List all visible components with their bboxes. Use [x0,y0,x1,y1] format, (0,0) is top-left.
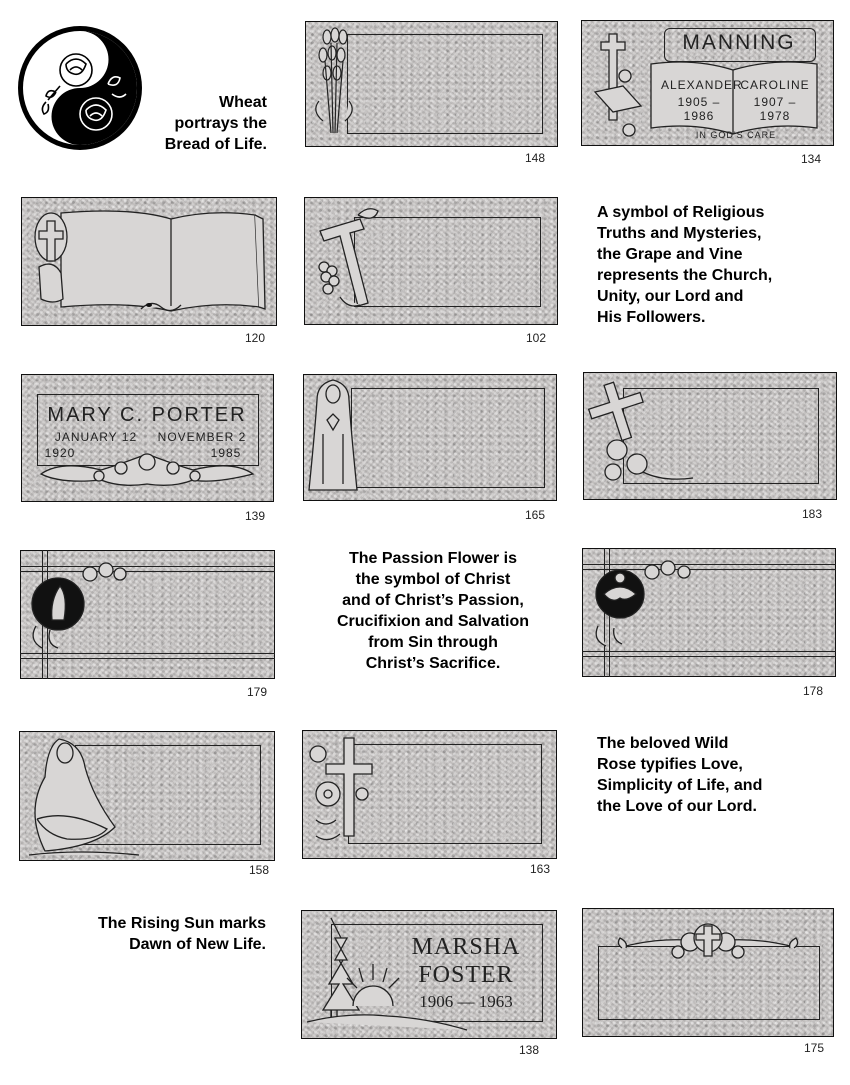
left-name: ALEXANDER [661,78,743,92]
family-name: MANNING [682,31,796,54]
marker-card-175[interactable] [582,908,834,1058]
praying-hands-cross-icon [21,197,277,326]
marker-number: 183 [802,507,823,521]
marker-number: 165 [525,508,546,522]
marker-card-120[interactable] [21,197,277,347]
madonna-icon [303,374,363,501]
dove-medallion-icon [582,548,712,677]
grape-cross-icon [304,197,394,325]
wheat-icon [305,21,365,147]
marker-number: 139 [245,509,266,523]
marker-card-158[interactable] [19,731,275,879]
floral-scroll-icon [21,374,274,502]
marker-card-102[interactable] [304,197,558,347]
marker-number: 120 [245,331,266,345]
caption-grape-vine: A symbol of Religious Truths and Mysteries, the Grape and Vine represents the Church, Unity, our Lord and His Followers. [597,204,773,326]
caption-wild-rose: The beloved Wild Rose typifies Love, Simplicity of Life, and the Love of our Lord. [597,735,763,815]
birth-date: JANUARY 12 [54,430,138,444]
marker-card-138[interactable] [301,910,557,1060]
marker-card-178[interactable] [582,548,836,700]
right-name: CAROLINE [740,78,810,92]
decedent-name: MARY C. PORTER [47,404,247,426]
death-year: 1985 [210,446,242,460]
cross-roses-icon [583,372,703,500]
marker-number: 134 [801,152,822,166]
birth-year: 1920 [44,446,76,460]
right-dates: 1907 – 1978 [753,95,797,123]
cross-flower-spray-icon [582,908,834,1037]
marker-number: 179 [247,685,268,699]
life-dates: 1906 — 1963 [419,992,513,1011]
praying-hands-medallion-icon [20,550,140,679]
yin-yang-roses-logo [16,24,144,152]
caption-passion-flower: The Passion Flower is the symbol of Christ and of Christ’s Passion, Crucifixion and Salvation from Sin through Christ’s Sacrifice. [336,550,530,672]
cross-wild-rose-icon [302,730,392,859]
marker-card-163[interactable] [302,730,557,879]
death-date: NOVEMBER 2 [157,430,247,444]
caption-rising-sun: The Rising Sun marks Dawn of New Life. [97,915,266,953]
marker-number: 175 [804,1041,825,1055]
marker-card-148[interactable] [305,21,558,163]
last-name: FOSTER [418,962,514,988]
marker-card-179[interactable] [20,550,275,700]
marker-card-183[interactable] [583,372,837,524]
marker-number: 163 [530,862,551,876]
marker-number: 158 [249,863,270,877]
marker-card-134[interactable] [581,20,834,166]
pieta-icon [19,731,149,861]
marker-number: 138 [519,1043,540,1057]
marker-number: 148 [525,151,546,165]
caption-wheat: Wheat portrays the Bread of Life. [164,94,267,153]
marker-number: 102 [526,331,547,345]
left-dates: 1905 – 1986 [677,95,721,123]
marker-number: 178 [803,684,824,698]
first-name: MARSHA [411,934,521,960]
marker-card-139[interactable] [21,374,274,524]
inscription: IN GOD'S CARE [695,130,777,140]
marker-card-165[interactable] [303,374,557,524]
